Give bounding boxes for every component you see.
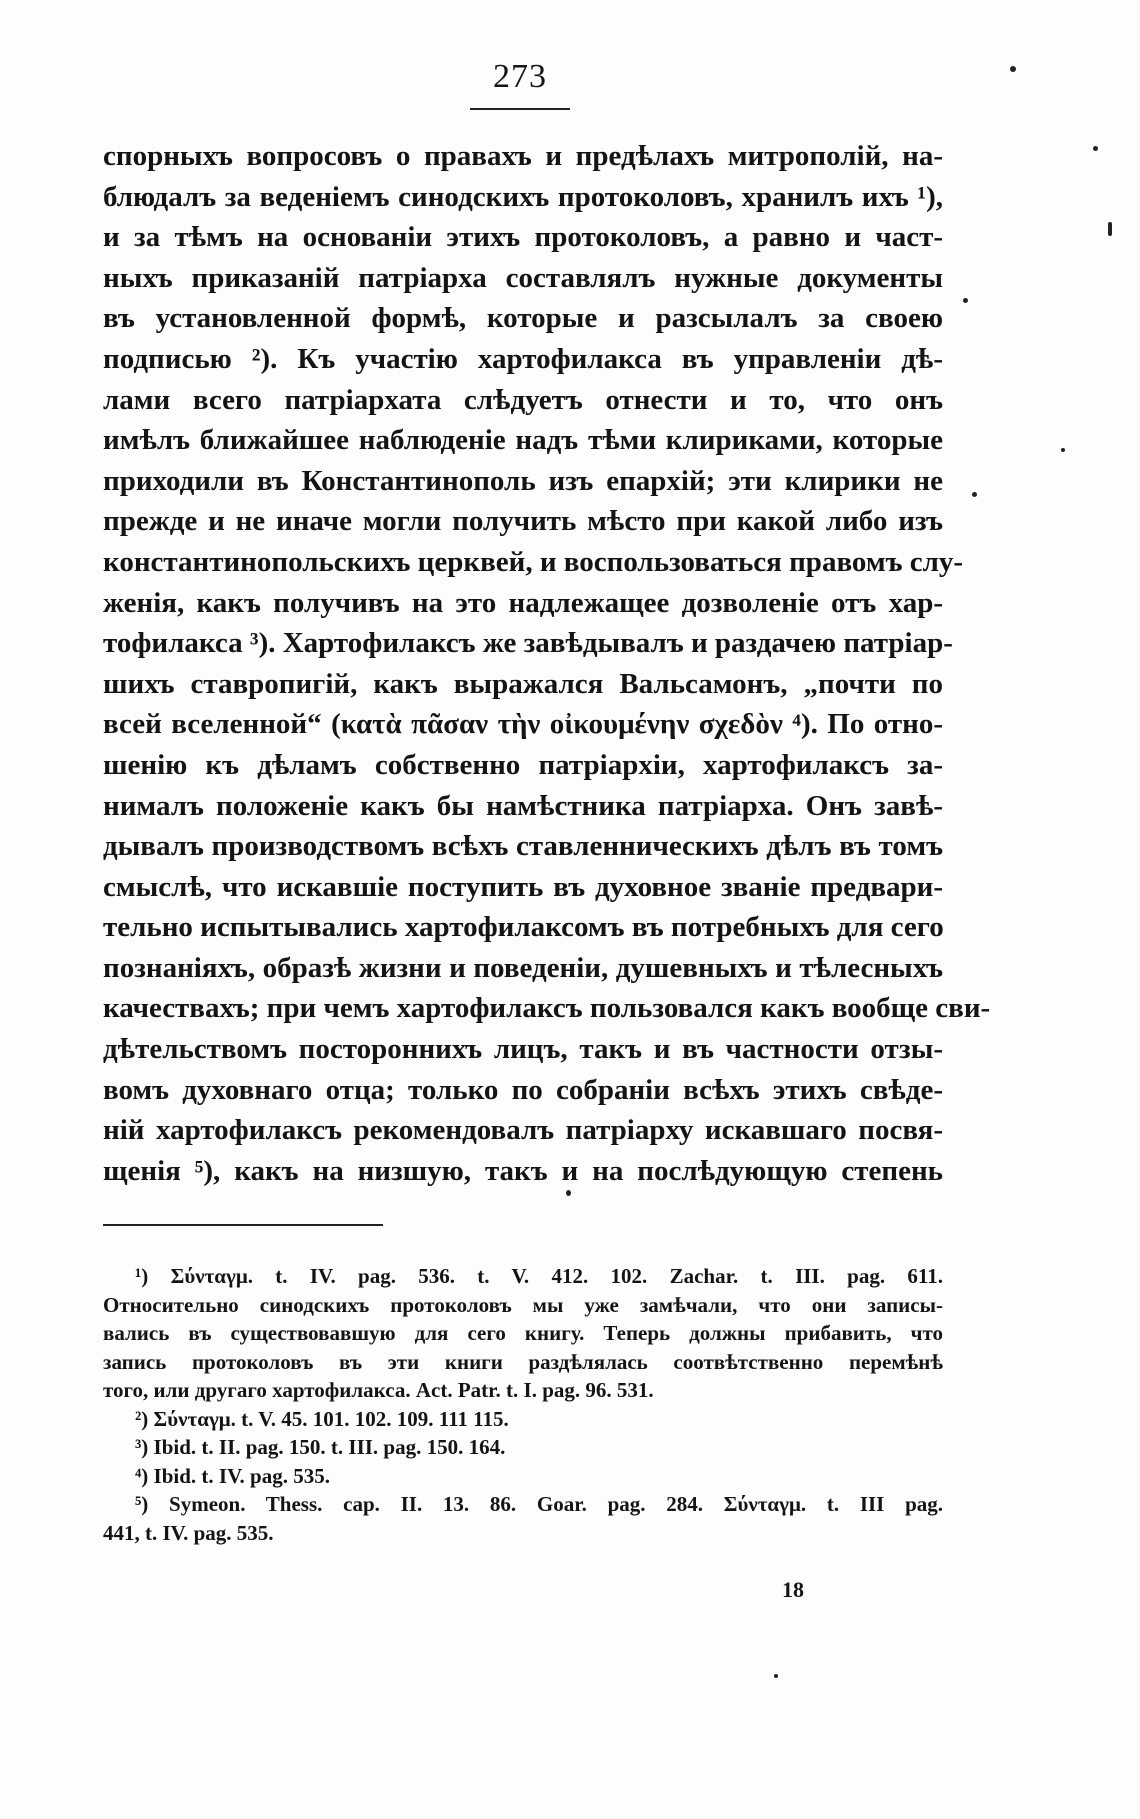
scan-speck bbox=[1010, 66, 1016, 72]
footnote-line: ³) Ibid. t. II. pag. 150. t. III. pag. 150. 164. bbox=[135, 1435, 506, 1459]
footnote-line: ²) Σύνταγμ. t. V. 45. 101. 102. 109. 111 115. bbox=[135, 1406, 509, 1431]
footnote-separator bbox=[103, 1224, 383, 1226]
footnote-line: Относительно синодскихъ протоколовъ мы уже замѣчали, что они записы- bbox=[103, 1292, 943, 1317]
footnote-line: запись протоколовъ въ эти книги раздѣлялась соотвѣтственно перемѣнѣ bbox=[103, 1349, 943, 1374]
footnote-line: того, или другаго хартофилакса. Act. Patr. t. I. pag. 96. 531. bbox=[103, 1378, 654, 1402]
body-line: ныхъ приказаній патріарха составлялъ нужные документы bbox=[103, 261, 943, 294]
body-line: ній хартофилаксъ рекомендовалъ патріарху искавшаго посвя- bbox=[103, 1114, 943, 1147]
body-line: и за тѣмъ на основаніи этихъ протоколовъ, а равно и част- bbox=[103, 221, 943, 254]
body-line: дѣтельствомъ постороннихъ лицъ, такъ и въ частности отзы- bbox=[103, 1033, 943, 1066]
footnotes bbox=[103, 1262, 943, 1547]
scan-speck bbox=[1061, 448, 1065, 452]
footnote-line: ⁴) Ibid. t. IV. pag. 535. bbox=[135, 1463, 330, 1488]
body-line: прежде и не иначе могли получить мѣсто при какой либо изъ bbox=[103, 505, 943, 538]
body-line: познаніяхъ, образѣ жизни и поведеніи, душевныхъ и тѣлесныхъ bbox=[103, 951, 943, 984]
body-line: смыслѣ, что искавшіе поступить въ духовное званіе предвари- bbox=[103, 870, 943, 903]
body-line: константинопольскихъ церквей, и воспользоваться правомъ слу- bbox=[103, 545, 964, 578]
body-line: всей вселенной“ (κατὰ πᾶσαν τὴν οἰκουμένην σχεδὸν ⁴). По отно- bbox=[103, 708, 943, 741]
body-line: спорныхъ вопросовъ о правахъ и предѣлахъ митрополій, на- bbox=[103, 140, 943, 172]
body-line: качествахъ; при чемъ хартофилаксъ пользовался какъ вообще сви- bbox=[103, 992, 991, 1025]
page-number: 273 bbox=[493, 58, 547, 95]
body-line: въ установленной формѣ, которые и разсылалъ за своею bbox=[103, 302, 943, 335]
body-line: имѣлъ ближайшее наблюденіе надъ тѣми клириками, которые bbox=[103, 424, 943, 457]
footnote-line: ⁵) Symeon. Thess. cap. II. 13. 86. Goar. pag. 284. Σύνταγμ. t. III pag. bbox=[135, 1492, 943, 1516]
body-line: приходили въ Константинополь изъ епархій; эти клирики не bbox=[103, 464, 943, 497]
scan-speck bbox=[774, 1674, 778, 1678]
body-line: шихъ ставропигій, какъ выражался Вальсамонъ, „почти по bbox=[103, 667, 943, 700]
body-line: щенія ⁵), какъ на низшую, такъ и на послѣдующую степень bbox=[103, 1154, 943, 1187]
scan-speck bbox=[566, 1190, 571, 1196]
signature-mark: 18 bbox=[782, 1577, 804, 1602]
body-line: женія, какъ получивъ на это надлежащее дозволеніе отъ хар- bbox=[103, 586, 943, 619]
body-line: лами всего патріархата слѣдуетъ отнести и то, что онъ bbox=[103, 383, 943, 416]
body-line: вомъ духовнаго отца; только по собраніи всѣхъ этихъ свѣде- bbox=[103, 1073, 943, 1106]
body-line: нималъ положеніе какъ бы намѣстника патріарха. Онъ завѣ- bbox=[103, 789, 943, 822]
body-line: блюдалъ за веденіемъ синодскихъ протоколовъ, хранилъ ихъ ¹), bbox=[103, 180, 943, 213]
footnote-line: ¹) Σύνταγμ. t. IV. pag. 536. t. V. 412. 102. Zachar. t. III. pag. 611. bbox=[135, 1264, 943, 1288]
scan-speck bbox=[1093, 146, 1098, 151]
body-line: дывалъ производствомъ всѣхъ ставленническихъ дѣлъ въ томъ bbox=[103, 830, 943, 863]
body-line: шенію къ дѣламъ собственно патріархіи, хартофилаксъ за- bbox=[103, 748, 943, 781]
body-line: тельно испытывались хартофилаксомъ въ потребныхъ для сего bbox=[103, 911, 944, 944]
main-text bbox=[103, 136, 991, 1191]
footnote-line: вались въ существовавшую для сего книгу. Теперь должны прибавить, что bbox=[103, 1321, 943, 1345]
scan-speck bbox=[1108, 222, 1112, 236]
scan-speck bbox=[972, 492, 977, 497]
footnote-line: 441, t. IV. pag. 535. bbox=[103, 1520, 274, 1545]
body-line: подписью ²). Къ участію хартофилакса въ управленіи дѣ- bbox=[103, 342, 943, 375]
scan-speck bbox=[963, 298, 968, 303]
body-line: тофилакса ³). Хартофилаксъ же завѣдывалъ и раздачею патріар- bbox=[103, 627, 953, 660]
page-number-rule bbox=[470, 108, 570, 110]
